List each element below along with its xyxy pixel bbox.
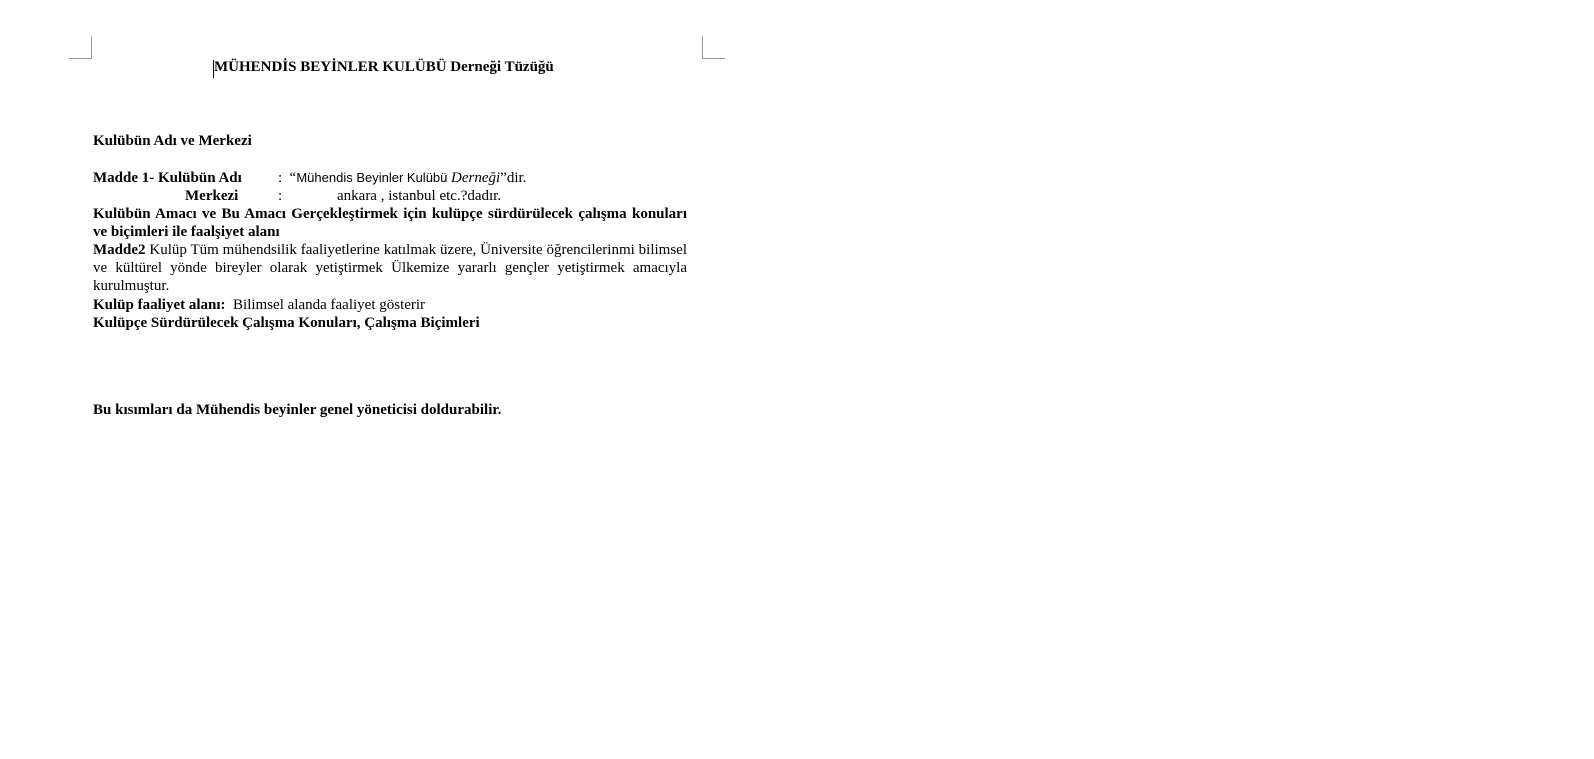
margin-corner-top-right <box>702 36 725 59</box>
madde2-label: Madde2 <box>93 242 146 258</box>
madde1-quote-open: “ <box>288 170 297 186</box>
madde1-line[interactable] <box>93 169 693 187</box>
madde2-paragraph[interactable] <box>93 241 687 295</box>
faaliyet-line[interactable] <box>93 296 700 314</box>
footer-note[interactable]: Bu kısımları da Mühendis beyinler genel yöneticisi doldurabilir. <box>93 402 502 418</box>
madde1-label: Madde 1- Kulübün Adı <box>93 170 242 186</box>
section-heading-name-center[interactable]: Kulübün Adı ve Merkezi <box>93 133 252 149</box>
faaliyet-text: Bilimsel alanda faaliyet gösterir <box>225 297 426 313</box>
madde2-text: Kulüp Tüm mühendsilik faaliyetlerine katılmak üzere, Üniversite öğrencilerinmi bilimsel ve kültürel yönde bireyler olarak yetiştirmek Ülkemize yararlı gençler yetiştirmek amacıyla kurulmuştur. <box>93 242 687 294</box>
section-heading-purpose[interactable]: Kulübün Amacı ve Bu Amacı Gerçekleştirmek için kulüpçe sürdürülecek çalışma konuları ve biçimleri ile faalşiyet alanı <box>93 206 687 240</box>
madde1-colon: : <box>278 170 283 186</box>
faaliyet-label: Kulüp faaliyet alanı: <box>93 297 226 313</box>
madde1-value-suffix: ”dir. <box>500 170 527 186</box>
margin-corner-top-left <box>69 36 92 59</box>
madde1-value <box>288 169 526 187</box>
section-heading-work-topics[interactable]: Kulüpçe Sürdürülecek Çalışma Konuları, Çalışma Biçimleri <box>93 315 480 331</box>
merkez-colon: : <box>278 188 283 204</box>
merkez-label: Merkezi <box>185 188 239 204</box>
merkez-value: ankara , istanbul etc.?dadır. <box>337 188 502 204</box>
madde1-value-italic: Derneği <box>451 170 501 186</box>
document-title[interactable]: MÜHENDİS BEYİNLER KULÜBÜ Derneği Tüzüğü <box>214 59 554 75</box>
merkez-line[interactable] <box>93 187 693 205</box>
madde1-value-sans: Mühendis Beyinler Kulübü <box>296 170 451 185</box>
